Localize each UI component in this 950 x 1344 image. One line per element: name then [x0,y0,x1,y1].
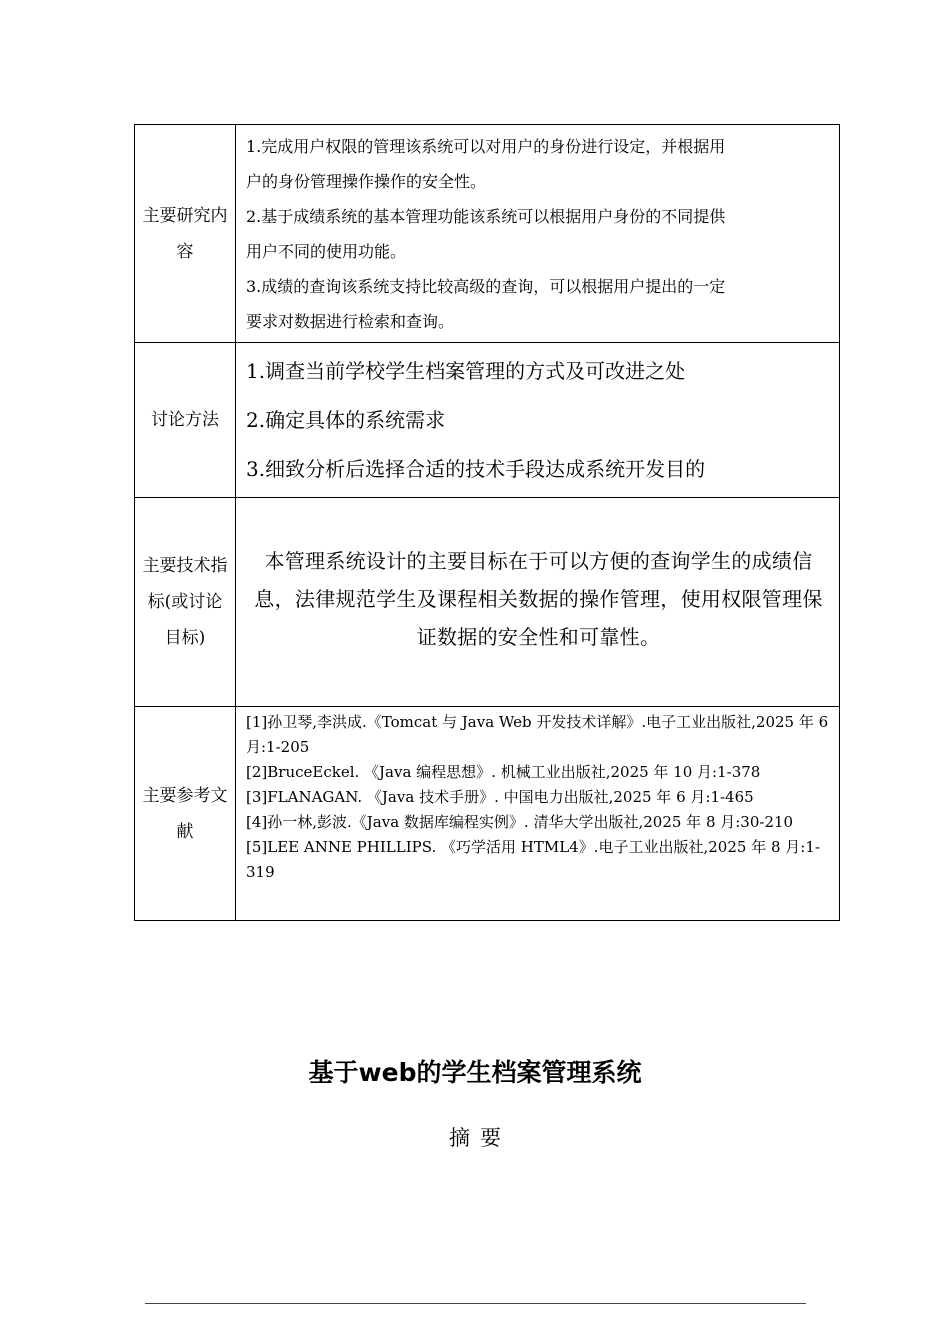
reference-item: [5]LEE ANNE PHILLIPS. 《巧学活用 HTML4》.电子工业出版社,2025 年 8 月:1-319 [246,838,820,881]
method-label-cell [135,343,236,498]
method-label: 讨论方法 [151,410,219,430]
method-line: 2.确定具体的系统需求 [246,407,446,432]
method-content [236,343,840,498]
research-label: 主要研究内容 [142,205,228,262]
method-line: 1.调查当前学校学生档案管理的方式及可改进之处 [246,358,686,383]
reference-item: [2]BruceEckel. 《Java 编程思想》. 机械工业出版社,2025 年 10 月:1-378 [246,763,761,781]
research-content [236,125,840,343]
target-label-cell [135,498,236,707]
abstract-heading: 摘要 [449,1126,511,1150]
proposal-table [134,124,840,921]
method-line: 3.细致分析后选择合适的技术手段达成系统开发目的 [246,456,706,481]
target-content [236,498,840,707]
research-line: 用户不同的使用功能。 [246,241,407,261]
table-row-target [135,498,840,707]
table-row-method [135,343,840,498]
references-content [236,707,840,921]
research-line: 2.基于成绩系统的基本管理功能该系统可以根据用户身份的不同提供 [246,206,726,226]
document-title: 基于web的学生档案管理系统 [308,1058,642,1087]
reference-item: [4]孙一林,彭波.《Java 数据库编程实例》. 清华大学出版社,2025 年 8 月:30-210 [246,813,794,831]
research-label-cell [135,125,236,343]
target-text: 本管理系统设计的主要目标在于可以方便的查询学生的成绩信息，法律规范学生及课程相关数据的操作管理，使用权限管理保证数据的安全性和可靠性。 [254,549,823,649]
table-row-references [135,707,840,921]
table-row-research [135,125,840,343]
target-label: 主要技术指标(或讨论目标) [142,556,228,648]
references-label: 主要参考文献 [142,785,228,842]
reference-item: [3]FLANAGAN. 《Java 技术手册》. 中国电力出版社,2025 年 6 月:1-465 [246,788,754,806]
reference-item: [1]孙卫琴,李洪成.《Tomcat 与 Java Web 开发技术详解》.电子工业出版社,2025 年 6 月:1-205 [246,713,829,756]
research-line: 户的身份管理操作操作的安全性。 [246,171,487,191]
footer-divider [145,1303,806,1304]
research-line: 1.完成用户权限的管理该系统可以对用户的身份进行设定，并根据用 [246,136,726,156]
references-label-cell [135,707,236,921]
research-line: 3.成绩的查询该系统支持比较高级的查询，可以根据用户提出的一定 [246,276,726,296]
research-line: 要求对数据进行检索和查询。 [246,311,455,331]
